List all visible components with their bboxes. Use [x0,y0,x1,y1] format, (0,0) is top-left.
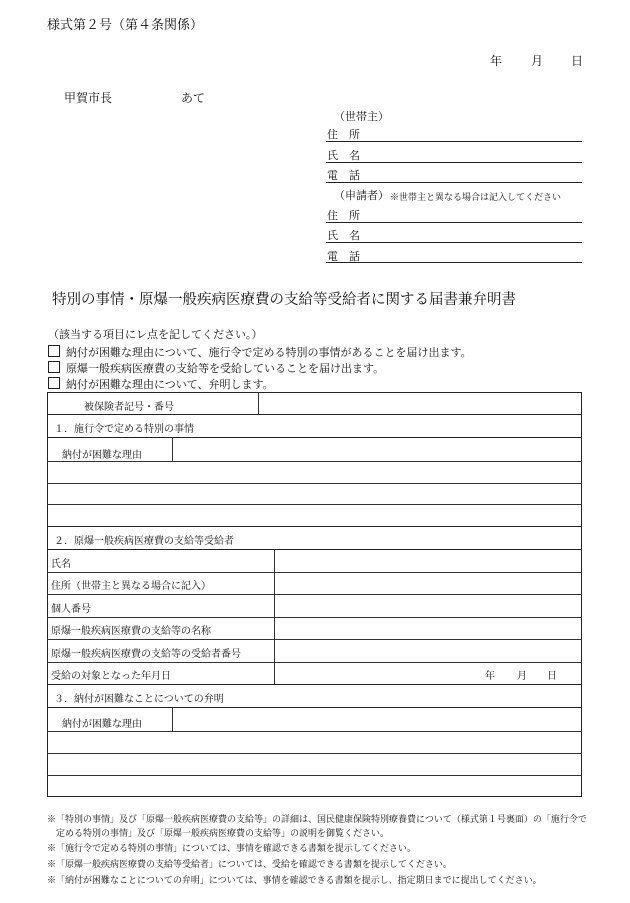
applicant-heading: （申請者） [334,189,389,202]
checkbox-item-special-circumstances[interactable] [48,344,472,360]
benefit-date-label: 受給の対象となった年月日 [51,671,171,682]
divider [172,437,173,461]
divider [47,483,582,484]
householder-phone-label: 電 話 [327,169,360,182]
applicant-name-line[interactable] [326,242,582,243]
section3-heading: ３．納付が困難なことについての弁明 [54,694,224,705]
benefit-name-label: 原爆一般疾病医療費の支給等の名称 [51,626,211,637]
divider [47,437,582,438]
addressee-suffix: あて [181,91,206,105]
form-number: 様式第２号（第４条関係） [47,18,204,33]
divider [47,684,582,685]
divider [47,526,582,527]
divider [47,414,582,415]
recipient-number-label: 原爆一般疾病医療費の支給等の受給者番号 [51,649,241,660]
note-4: ※「納付が困難なことについての弁明」については、事情を確認できる書類を提示し、指定期日までに提出してください。 [47,876,542,886]
note-1: ※「特別の事情」及び「原爆一般疾病医療費の支給等」の詳細は、国民健康保険特別療養費について（様式第１号裏面）の「施行令で [47,815,587,825]
householder-name-line[interactable] [326,162,582,163]
applicant-phone-label: 電 話 [327,250,360,263]
recipient-name-field[interactable] [275,550,581,571]
date-day-label: 日 [571,54,584,68]
recipient-number-field[interactable] [275,640,581,661]
personal-number-label: 個人番号 [51,604,91,615]
checkbox-label: 納付が困難な理由について、弁明します。 [66,378,274,391]
checkbox-icon[interactable] [48,345,60,357]
section1-heading: １．施行令で定める特別の事情 [54,424,194,435]
checkbox-icon[interactable] [48,361,60,373]
checkbox-label: 原爆一般疾病医療費の支給等を受給していることを届け出ます。 [66,362,385,375]
benefit-date-year: 年 [485,671,495,682]
divider [47,753,582,754]
section3-reason-field[interactable] [48,732,581,795]
insured-number-label: 被保険者記号・番号 [84,402,174,413]
householder-address-line[interactable] [326,141,582,142]
householder-address-label: 住 所 [327,128,360,141]
note-1-continued: 定める特別の事情」及び「原爆一般疾病医療費の支給等」の説明を御覧ください。 [56,829,390,839]
checkbox-item-explanation[interactable] [48,376,274,392]
householder-name-label: 氏 名 [327,149,360,162]
divider [47,707,582,708]
document-title: 特別の事情・原爆一般疾病医療費の支給等受給者に関する届書兼弁明書 [52,292,516,308]
applicant-address-label: 住 所 [327,209,360,222]
recipient-address-label: 住所（世帯主と異なる場合に記入） [51,581,211,592]
checkbox-item-medical-benefit[interactable] [48,360,384,376]
divider [47,775,582,776]
recipient-name-label: 氏名 [51,559,71,570]
addressee-name: 甲賀市長 [64,91,113,105]
applicant-phone-line[interactable] [326,262,582,263]
recipient-address-field[interactable] [275,573,581,594]
benefit-name-field[interactable] [275,618,581,639]
instruction-text: （該当する項目にレ点を記してください。） [48,328,263,341]
benefit-date-day: 日 [547,671,557,682]
checkbox-icon[interactable] [48,377,60,389]
personal-number-field[interactable] [275,595,581,616]
section1-reason-label: 納付が困難な理由 [62,450,142,461]
section3-reason-label: 納付が困難な理由 [62,719,142,730]
householder-heading: （世帯主） [334,110,389,123]
applicant-note: ※世帯主と異なる場合は記入してください [390,193,562,203]
divider [172,707,173,731]
date-month-label: 月 [531,54,544,68]
divider [47,504,582,505]
checkbox-label: 納付が困難な理由について、施行令で定める特別の事情があることを届け出ます。 [66,346,472,359]
note-3: ※「原爆一般疾病医療費の支給等受給者」については、受給を確認できる書類を提示してください。 [47,860,452,870]
benefit-date-month: 月 [517,671,527,682]
insured-number-field[interactable] [259,393,581,414]
householder-phone-line[interactable] [326,182,582,183]
section1-reason-field[interactable] [48,462,581,525]
benefit-date-field[interactable] [275,663,581,684]
note-2: ※「施行令で定める特別の事情」については、事情を確認できる書類を提示してください。 [47,844,416,854]
section2-heading: ２．原爆一般疾病医療費の支給等受給者 [54,536,234,547]
date-year-label: 年 [490,54,503,68]
applicant-address-line[interactable] [326,222,582,223]
applicant-name-label: 氏 名 [327,229,360,242]
